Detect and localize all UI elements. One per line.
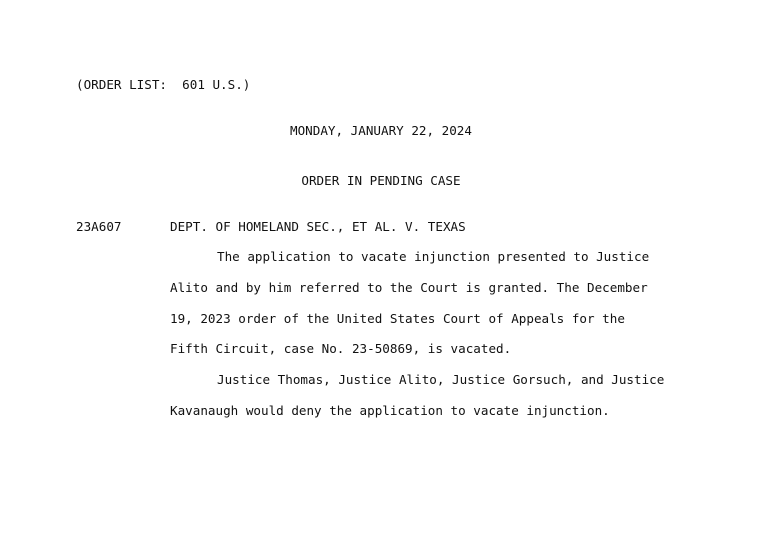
order-list-header: (ORDER LIST: 601 U.S.)	[76, 77, 251, 92]
dissent-text-line: Justice Thomas, Justice Alito, Justice Gorsuch, and Justice	[217, 372, 665, 387]
section-heading: ORDER IN PENDING CASE	[301, 173, 461, 188]
case-number: 23A607	[76, 219, 122, 234]
order-text-line: 19, 2023 order of the United States Court of Appeals for the	[170, 311, 625, 326]
order-text-line: Alito and by him referred to the Court is granted. The December	[170, 280, 648, 295]
dissent-text-line: Kavanaugh would deny the application to vacate injunction.	[170, 403, 610, 418]
order-text-line: The application to vacate injunction presented to Justice	[217, 249, 650, 264]
order-text-line: Fifth Circuit, case No. 23-50869, is vacated.	[170, 341, 512, 356]
order-date: MONDAY, JANUARY 22, 2024	[290, 123, 472, 138]
case-caption: DEPT. OF HOMELAND SEC., ET AL. V. TEXAS	[170, 219, 466, 234]
